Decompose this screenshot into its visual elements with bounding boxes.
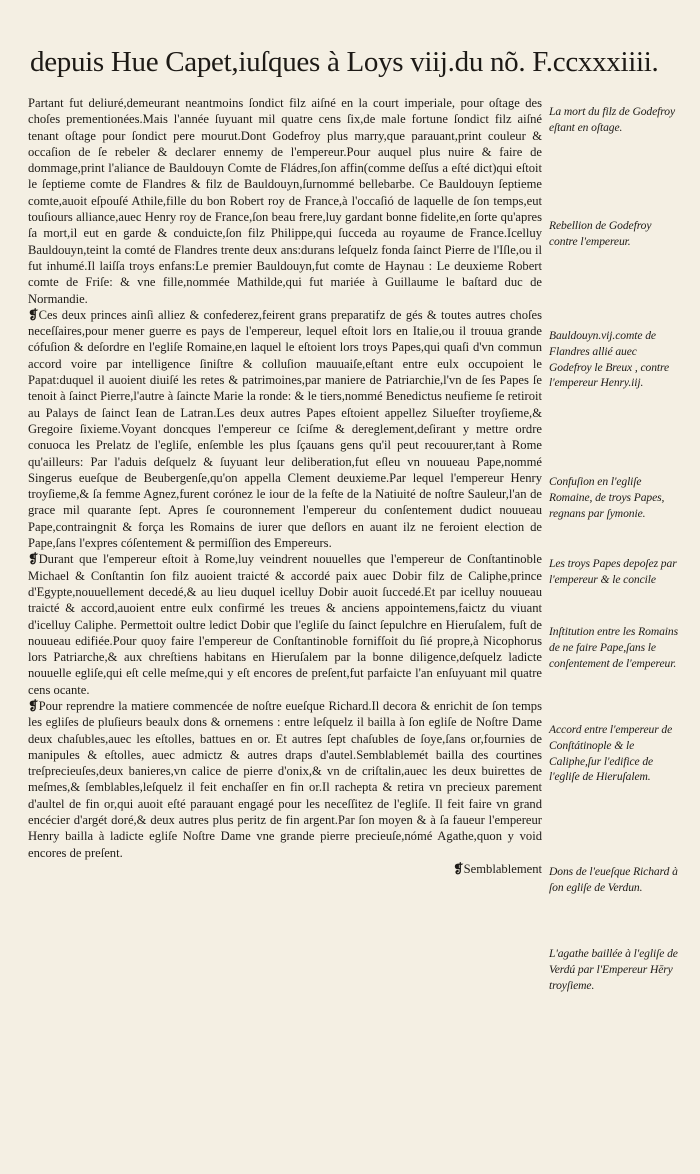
margin-note: Confuſion en l'egliſe Romaine, de troys Papes, regnans par ſymonie. bbox=[549, 475, 665, 520]
paragraph-1: Partant fut deliuré,demeurant neantmoins ſondict filz aiſné en la court imperiale, pour oſtage des choſes prementionées.Mais l'année ſuyuant mil quatre cens ſix,de male fortune ſondict filz aiſné tenant oſtage pour ſondict pere mourut.Dont Godefroy plus marry,que parauant,print couleur & occaſion de ſe rebeler & declarer ennemy de l'empereur.Pour auquel plus nuire & faire de dommage,print l'aliance de Bauldouyn Comte de Fládres,ſon affin(comme deſſus a eſté dict)qui eſtoit le ſeptieme comte de Flandres & filz de Bauldouyn,ſurnommé bellebarbe. Ce Bauldouyn ſeptieme comte,auoit eſpouſé Athile,fille du bon Robert roy de France,à l'occaſió de laquelle de ſon temps,eut touſiours alliance,auec Henry roy de France,ſon beau frere,luy gardant bonne fidelite,en ſorte qu'apres ſa mort,il eut en garde & conduicte,ſon filz Philippe,qui ſucceda au royaume de France.Icelluy Bauldouyn,teint la comté de Flandres trente deux ans:durans leſquelz fonda ſainct Pierre de l'Iſle,ou il fut inhumé.Il laiſſa troys enfans:Le premier Bauldouyn,fut comte de Haynau : Le deuxieme Robert comte de Friſe: & vne fille,nommée Mathilde,qui fut mariée à Guillaume le baſtard duc de Normandie. bbox=[28, 96, 542, 306]
running-head: depuis Hue Capet,iuſques à Loys viij.du nõ. F.ccxxxiiii. bbox=[30, 46, 659, 78]
margin-note: Bauldouyn.vij.comte de Flandres allié auec Godefroy le Breux , contre l'empereur Henry.iij. bbox=[549, 329, 670, 390]
pilcrow-mark: ❡ bbox=[28, 307, 39, 322]
margin-note: L'agathe baillée à l'egliſe de Verdú par l'Empereur Hēry troyſieme. bbox=[549, 947, 678, 992]
main-text-column bbox=[28, 95, 542, 877]
margin-note: Inſtitution entre les Romains de ne faire Pape,ſans le conſentement de l'empereur. bbox=[549, 625, 679, 670]
pilcrow-mark: ❡ bbox=[453, 861, 464, 876]
paragraph-3-text: Durant que l'empereur eſtoit à Rome,luy veindrent nouuelles que l'empereur de Conſtantinoble Michael & Conſtantin ſon filz auoient traicté & accordé paix auec Dobir filz de Caliphe,prince d'Egypte,nouuellement decedé,& au lieu duquel icelluy Dobir auoit ſuccedé.Et par icelluy nouueau traicté & accord,auoient entre eulx confirmé les treues & anciens appointemens,faictz du viuant d'icelluy Caliphe. Permettoit oultre ledict Dobir que l'egliſe du ſainct ſepulchre en Hieruſalem, fuſt de nouueau edifiée.Pour quoy faire l'empereur de Conſtantinoble fornifſoit du ſié propre,à Nicophorus lors Patriarche,& aux chreſtiens habitans en Hieruſalem par la bonne diligence,deſquelz ladicte nouuelle egliſe,qui eſt celle meſme,qui y eſt encores de preſent,fut parfaicte l'an enſuyuant mil quatre cens ocante. bbox=[28, 552, 542, 697]
catchword bbox=[28, 861, 542, 877]
margin-note: Accord entre l'empereur de Conſtátinople & le Caliphe,ſur l'edifice de l'egliſe de Hieruſalem. bbox=[549, 723, 673, 784]
paragraph-3 bbox=[28, 551, 542, 698]
catchword-text: Semblablement bbox=[463, 861, 542, 876]
margin-note: Rebellion de Godefroy contre l'empereur. bbox=[549, 219, 652, 248]
pilcrow-mark: ❡ bbox=[28, 698, 39, 713]
paragraph-2-text: Ces deux princes ainſi alliez & confederez,feirent grans preparatifz de gés & toutes autres choſes neceſſaires,pour mener guerre es pays de l'empereur, lequel eſtoit lors en Italie,ou il trouua grande cófuſion & deſordre en l'egliſe Romaine,en laquel le eſtoient lors troys Papes,qui quaſi d'vn commun accord voire par intelligence ſiniſtre & colluſion mauuaiſe,eſtant entre eulx occupoient le Papat:duquel il auoient diuiſé les retes & patrimoines,par maniere de Patriarchie,l'vn de ſes Papes ſe tenoit à ſainct Pierre,l'autre à ſaincte Marie la ronde: & le tiers,nommé Benedictus neufieme ſe retiroit au Palays de ſainct Iean de Latran.Les deux autres Papes eſtoient appellez Silueſter troyſieme,& Gregoire ſixieme.Voyant doncques l'empereur ce ſciſme & dereglement,deſirant y mettre ordre conuoca les Prelatz de l'egliſe, enſemble les plus ſçauans gens qu'il peut recouurer,tant à Rome qu'ailleurs: Par l'aduis deſquelz & ſuyuant leur deliberation,fut eſleu vn nouueau Pape,nommé Singerus eueſque de Beubergenſe,qu'on appella Clement deuxieme.Par lequel l'empereur Henry troyſieme,& ſa femme Agnez,furent corónez le iour de la feſte de la Natiuité de noſtre Sauleur,l'an de grace mil quarante ſept. Apres ſe couronnement l'empereur du conſentement dudict nouueau Pape,contraingnit & força les Romains de iurer que deſlors en auant ilz ne feroient election de Pape,ſans l'expres cóſentement & permiſſion des Empereurs. bbox=[28, 307, 542, 551]
paragraph-4 bbox=[28, 698, 542, 861]
margin-note: Les troys Papes depoſez par l'empereur & le concile bbox=[549, 557, 677, 586]
margin-note: Dons de l'eueſque Richard à ſon egliſe de Verdun. bbox=[549, 865, 678, 894]
paragraph-2 bbox=[28, 307, 542, 551]
paragraph-4-text: Pour reprendre la matiere commencée de noſtre eueſque Richard.Il decora & enrichit de ſon temps les egliſes de pluſieurs beaulx dons & ornemens : entre leſquelz il bailla à ſon egliſe de Noſtre Dame deux chaſubles,auec les eſtolles, battues en or. Et autres ſept chaſubles de ſoye,ſans or,fournies de manipules & eſtolles, auec admictz & autres draps d'autel.Semblablemét bailla des courtines treſprecieuſes,deux banieres,vn calice de pierre d'onix,& vn de criſtalin,auec les deux buirettes de meſmes,& ſemblables,leſquelz il feit enchaſſer en fin or.Il rachepta & retira vn precieux parement d'aultel de fin or,qui auoit eſté parauant engagé pour les neceſſitez de l'egliſe. Il feit faire vn grand encécier d'argét doré,& deux autres plus peritz de fin argent.Par ſon moyen & à ſa faueur l'empereur Henry bailla à ladicte egliſe Noſtre Dame vne grande pierre precieuſe,nómé Agathe,quon y void encores de preſent. bbox=[28, 698, 542, 860]
pilcrow-mark: ❡ bbox=[28, 552, 39, 567]
margin-note: La mort du filz de Godefroy eſtant en oſtage. bbox=[549, 105, 676, 134]
